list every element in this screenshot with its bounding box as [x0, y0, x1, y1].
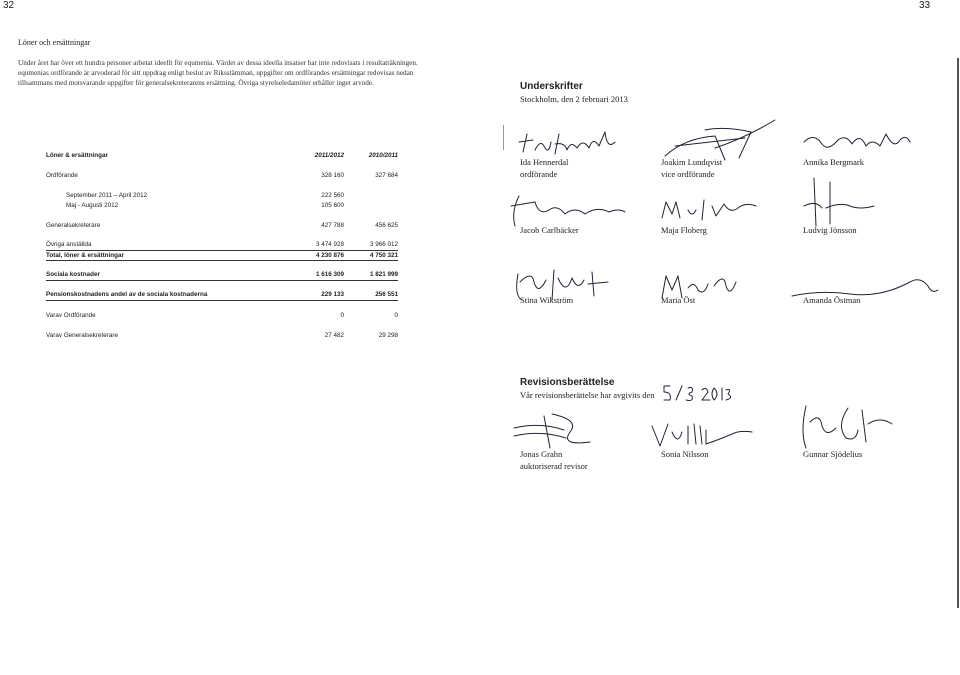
audit-heading: Revisionsberättelse	[520, 377, 615, 388]
auditor-name: Gunnar Sjödelius	[803, 449, 863, 459]
table-row	[46, 330, 398, 340]
row-value-col1: 3 474 928	[286, 240, 344, 250]
salary-table	[46, 150, 398, 340]
signatures-heading: Underskrifter	[520, 81, 583, 92]
intro-paragraph: Under året har över ett hundra personer arbetat ideellt för equmenia. Värdet av dessa ideella insatser har inte redovisats i resultaträkningen. equmenias ordförande är arvoderad för sitt uppdrag enligt beslut av Riksstämman, uppgifter om ordförandes ersättningar redovisas nedan tillsammans med motsvarande uppgifter för generalsekreterarens ersättning. Övriga styrelseledamöter erhåller inget arvode.	[18, 59, 418, 87]
row-value-col2: 0	[394, 311, 398, 319]
row-value-col1: 0	[340, 311, 344, 319]
row-value-col1: 229 133	[286, 290, 344, 300]
row-label: Generalsekreterare	[46, 221, 101, 229]
signature-scribble	[510, 412, 600, 452]
table-row	[46, 190, 398, 200]
page-number-left: 32	[3, 0, 15, 11]
signatory-name: Maja Floberg	[661, 225, 707, 235]
row-value-col1: 27 482	[324, 331, 344, 339]
row-label: Total, löner & ersättningar	[46, 250, 286, 260]
row-label: Varav Generalsekreterare	[46, 331, 118, 339]
table-header-col1: 2011/2012	[314, 151, 344, 159]
table-row	[46, 270, 398, 280]
signatory-name: Jacob Carlbäcker	[520, 225, 579, 235]
page-number-right: 33	[919, 0, 931, 11]
row-label: Varav Ordförande	[46, 311, 96, 319]
page-edge-rule	[957, 58, 959, 608]
signature-scribble	[800, 178, 880, 230]
table-total-row	[46, 250, 398, 260]
signature-scribble	[515, 128, 625, 158]
signatory-name: Amanda Östman	[803, 295, 861, 305]
row-value-col1: 4 230 876	[286, 250, 344, 260]
row-value-col2	[344, 200, 398, 210]
table-row	[46, 310, 398, 320]
row-value-col1: 105 600	[321, 201, 344, 209]
row-value-col1: 1 616 309	[286, 270, 344, 280]
row-label: Pensionskostnadens andel av de sociala kostnaderna	[46, 290, 286, 300]
table-header-col2: 2010/2011	[368, 151, 398, 159]
row-value-col2: 256 551	[344, 290, 398, 300]
row-value-col2: 327 684	[375, 171, 398, 179]
signature-scribble	[796, 402, 896, 452]
table-header-row	[46, 150, 398, 160]
row-label: Ordförande	[46, 171, 78, 179]
row-value-col2: 456 625	[375, 221, 398, 229]
audit-text: Vår revisionsberättelse har avgivits den	[520, 390, 655, 400]
table-row	[46, 200, 398, 210]
signature-scribble	[648, 420, 758, 450]
auditor-name: Jonas Grahn auktoriserad revisor	[520, 449, 588, 471]
row-value-col2	[344, 190, 398, 200]
signatory-name: Maria Öst	[661, 295, 696, 305]
table-row	[46, 240, 398, 250]
audit-handwritten-date	[662, 384, 732, 404]
signatory-name: Joakim Lundqvist vice ordförande	[661, 157, 723, 179]
signature-scribble	[800, 128, 915, 158]
signatory-name: Ida Hennerdal ordförande	[520, 157, 569, 179]
signatory-name: Ludvig Jönsson	[803, 225, 857, 235]
row-value-col1: 328 160	[321, 171, 344, 179]
row-value-col1: 427 788	[321, 221, 344, 229]
signatory-name: Annika Bergmark	[803, 157, 864, 167]
row-label: Maj - Augusti 2012	[66, 201, 119, 209]
table-header-label: Löner & ersättningar	[46, 151, 108, 159]
signature-scribble	[660, 196, 760, 224]
auditor-name: Sonia Nilsson	[661, 449, 709, 459]
table-row	[46, 220, 398, 230]
signatory-name: Stina Wikström	[520, 295, 574, 305]
row-value-col2: 3 966 012	[344, 240, 398, 250]
signatures-place-date: Stockholm, den 2 februari 2013	[520, 94, 628, 104]
row-label: Övriga anställda	[46, 240, 286, 250]
row-value-col1: 222 560	[321, 191, 344, 199]
section-title: Löner och ersättningar	[18, 38, 91, 47]
row-value-col2: 29 298	[378, 331, 398, 339]
row-label: Sociala kostnader	[46, 270, 286, 280]
scan-mark	[503, 125, 504, 150]
table-row	[46, 290, 398, 300]
row-value-col2: 1 821 999	[344, 270, 398, 280]
table-row	[46, 170, 398, 180]
row-value-col2: 4 750 321	[344, 250, 398, 260]
row-label: September 2011 – April 2012	[66, 191, 148, 199]
